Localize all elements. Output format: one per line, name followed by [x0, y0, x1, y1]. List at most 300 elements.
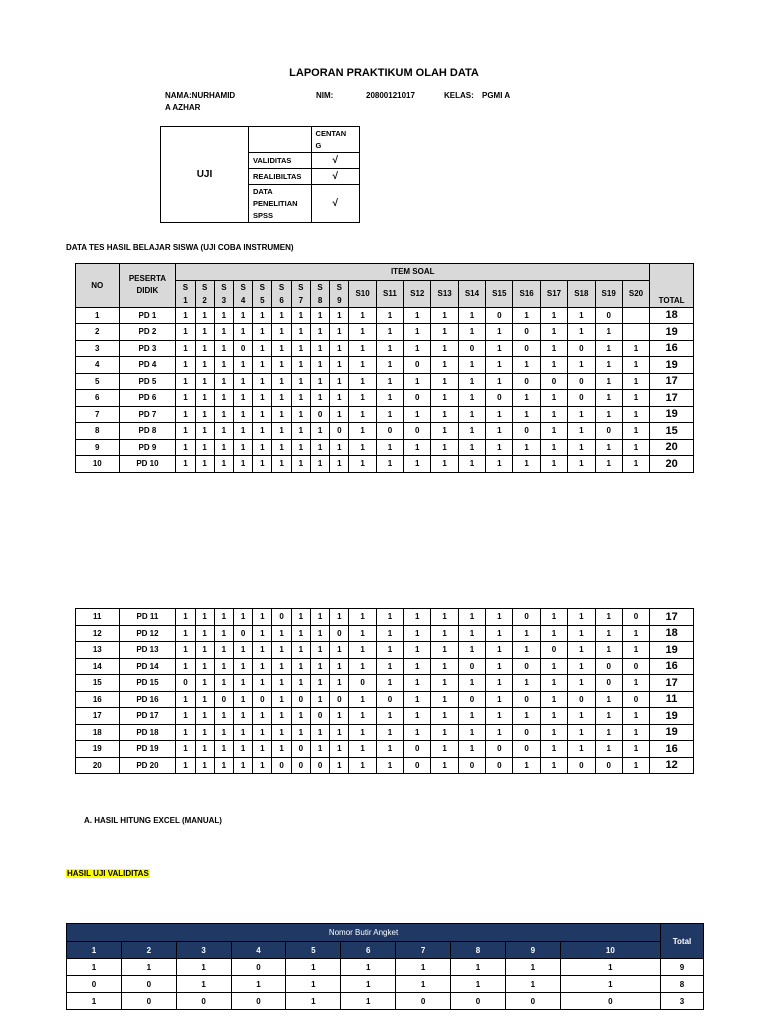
item-score: 1	[568, 642, 595, 659]
item-score: 1	[214, 390, 233, 407]
validity-score: 1	[341, 993, 396, 1010]
item-score: 1	[376, 456, 403, 473]
item-score: 1	[176, 625, 195, 642]
item-score: 1	[349, 439, 376, 456]
item-score: 1	[291, 708, 310, 725]
validity-row	[67, 976, 704, 993]
table-row	[76, 708, 694, 725]
table-row	[76, 324, 694, 341]
item-score: 1	[234, 609, 253, 626]
item-score: 1	[513, 390, 540, 407]
item-score: 1	[291, 324, 310, 341]
item-score: 1	[540, 340, 567, 357]
item-score: 1	[214, 724, 233, 741]
item-score: 1	[486, 406, 513, 423]
table-row	[76, 439, 694, 456]
item-score: 1	[404, 642, 431, 659]
row-total: 16	[650, 340, 694, 357]
row-total: 18	[650, 625, 694, 642]
item-score: 1	[330, 406, 349, 423]
item-score: 1	[349, 340, 376, 357]
table-row	[76, 423, 694, 440]
item-score: 1	[349, 642, 376, 659]
row-total: 19	[650, 724, 694, 741]
validity-total-header: Total	[661, 924, 704, 959]
item-score: 1	[234, 642, 253, 659]
item-header-s11: S11	[376, 280, 403, 307]
item-score: 1	[214, 406, 233, 423]
item-score: 1	[234, 675, 253, 692]
item-score: 1	[195, 708, 214, 725]
item-score: 1	[595, 390, 622, 407]
item-score: 1	[310, 390, 329, 407]
item-score: 1	[330, 708, 349, 725]
nim-value: 20800121017	[366, 91, 415, 100]
validity-score: 1	[176, 959, 231, 976]
item-score: 0	[513, 741, 540, 758]
item-score: 1	[349, 423, 376, 440]
item-score: 1	[431, 675, 458, 692]
item-score: 1	[214, 307, 233, 324]
row-peserta: PD 1	[119, 307, 176, 324]
item-score: 1	[513, 642, 540, 659]
item-score: 0	[513, 324, 540, 341]
item-header-s17: S17	[540, 280, 567, 307]
row-peserta: PD 12	[119, 625, 176, 642]
row-no: 20	[76, 757, 120, 774]
validity-col-header: 8	[451, 942, 506, 959]
item-score: 1	[540, 456, 567, 473]
item-score: 1	[253, 741, 272, 758]
item-score: 1	[291, 724, 310, 741]
item-score: 1	[214, 642, 233, 659]
item-score: 1	[595, 708, 622, 725]
row-no: 18	[76, 724, 120, 741]
item-score: 0	[568, 390, 595, 407]
item-score: 1	[176, 658, 195, 675]
item-score: 0	[595, 757, 622, 774]
item-score: 1	[486, 675, 513, 692]
item-score: 1	[404, 724, 431, 741]
item-score: 1	[234, 307, 253, 324]
item-score: 0	[513, 609, 540, 626]
data-table-part1	[75, 263, 694, 473]
item-score: 1	[176, 757, 195, 774]
item-score: 1	[330, 642, 349, 659]
item-score: 1	[234, 691, 253, 708]
table-row	[76, 675, 694, 692]
item-score: 1	[310, 691, 329, 708]
item-score: 1	[234, 423, 253, 440]
validity-score: 0	[560, 993, 660, 1010]
item-score: 1	[376, 724, 403, 741]
item-score: 0	[176, 675, 195, 692]
item-score: 1	[253, 658, 272, 675]
row-total: 19	[650, 324, 694, 341]
item-score: 1	[310, 439, 329, 456]
item-score: 0	[595, 307, 622, 324]
item-score: 1	[291, 307, 310, 324]
hasil-uji-validitas: HASIL UJI VALIDITAS	[67, 869, 149, 878]
item-score: 1	[595, 625, 622, 642]
item-score: 1	[272, 741, 291, 758]
item-score: 1	[291, 340, 310, 357]
item-score: 1	[176, 406, 195, 423]
item-header-s16: S16	[513, 280, 540, 307]
item-score: 1	[272, 406, 291, 423]
item-score: 1	[291, 439, 310, 456]
item-score: 1	[376, 625, 403, 642]
item-score: 1	[291, 675, 310, 692]
item-score: 1	[272, 324, 291, 341]
item-score: 1	[622, 357, 649, 374]
item-score: 1	[486, 439, 513, 456]
item-score: 0	[376, 423, 403, 440]
item-score: 1	[376, 373, 403, 390]
item-score: 1	[214, 357, 233, 374]
item-score: 0	[595, 423, 622, 440]
item-score: 1	[431, 373, 458, 390]
item-score: 1	[622, 390, 649, 407]
item-score: 0	[458, 658, 485, 675]
validity-score: 1	[505, 959, 560, 976]
row-peserta: PD 6	[119, 390, 176, 407]
table-row	[76, 357, 694, 374]
page-title: LAPORAN PRAKTIKUM OLAH DATA	[289, 67, 479, 79]
item-score: 0	[291, 691, 310, 708]
item-header-s18: S18	[568, 280, 595, 307]
item-score: 1	[486, 642, 513, 659]
validity-col-header: 1	[67, 942, 122, 959]
item-score: 1	[513, 625, 540, 642]
item-score: 1	[253, 724, 272, 741]
item-score: 1	[291, 609, 310, 626]
item-score: 1	[330, 609, 349, 626]
item-score: 1	[376, 390, 403, 407]
item-score: 1	[595, 357, 622, 374]
item-score: 1	[540, 708, 567, 725]
item-score: 1	[253, 390, 272, 407]
item-header-s8: S 8	[310, 280, 329, 307]
validity-score: 1	[176, 976, 231, 993]
item-score: 1	[431, 357, 458, 374]
validity-score: 1	[67, 993, 122, 1010]
item-score: 1	[349, 406, 376, 423]
row-total: 17	[650, 675, 694, 692]
item-score: 1	[595, 324, 622, 341]
item-score: 1	[404, 307, 431, 324]
item-score: 1	[431, 406, 458, 423]
item-score: 1	[176, 691, 195, 708]
item-header-s2: S 2	[195, 280, 214, 307]
item-score: 1	[234, 406, 253, 423]
item-score: 1	[513, 307, 540, 324]
item-score: 1	[458, 423, 485, 440]
item-score: 1	[622, 642, 649, 659]
item-score: 1	[195, 307, 214, 324]
item-score: 1	[253, 357, 272, 374]
item-score: 1	[176, 373, 195, 390]
row-peserta: PD 17	[119, 708, 176, 725]
item-score: 1	[622, 373, 649, 390]
item-score: 1	[431, 757, 458, 774]
item-score: 0	[404, 390, 431, 407]
row-no: 6	[76, 390, 120, 407]
item-header-s10: S10	[349, 280, 376, 307]
item-score: 1	[195, 741, 214, 758]
item-score: 1	[540, 324, 567, 341]
item-score: 1	[234, 439, 253, 456]
item-score: 1	[568, 324, 595, 341]
item-score: 1	[291, 642, 310, 659]
uji-row-name: DATA PENELITIAN SPSS	[248, 185, 311, 223]
item-score: 1	[431, 340, 458, 357]
item-score: 1	[176, 439, 195, 456]
row-peserta: PD 20	[119, 757, 176, 774]
item-score: 0	[330, 691, 349, 708]
item-score: 1	[431, 390, 458, 407]
item-score: 0	[513, 658, 540, 675]
row-total: 19	[650, 708, 694, 725]
row-no: 17	[76, 708, 120, 725]
item-score: 1	[376, 406, 403, 423]
row-total: 16	[650, 658, 694, 675]
item-score: 1	[622, 340, 649, 357]
item-score: 1	[349, 691, 376, 708]
table-row	[76, 724, 694, 741]
item-score: 1	[404, 373, 431, 390]
item-score: 1	[431, 609, 458, 626]
item-header-s4: S 4	[234, 280, 253, 307]
item-score: 1	[234, 324, 253, 341]
item-score: 1	[195, 625, 214, 642]
nama-line2: A AZHAR	[165, 103, 201, 112]
item-score: 1	[486, 658, 513, 675]
kelas-value: PGMI A	[482, 91, 511, 100]
item-score: 1	[568, 708, 595, 725]
item-score: 1	[214, 423, 233, 440]
item-score: 1	[291, 357, 310, 374]
item-score: 1	[349, 609, 376, 626]
item-score: 1	[376, 340, 403, 357]
row-total: 19	[650, 406, 694, 423]
item-score: 0	[513, 340, 540, 357]
item-score: 0	[595, 658, 622, 675]
item-score: 1	[568, 625, 595, 642]
item-score: 1	[458, 307, 485, 324]
item-score: 1	[253, 324, 272, 341]
item-score: 1	[431, 324, 458, 341]
item-score: 1	[195, 357, 214, 374]
item-score: 1	[214, 658, 233, 675]
row-total: 17	[650, 373, 694, 390]
item-score: 1	[291, 456, 310, 473]
validity-score: 0	[121, 993, 176, 1010]
item-score: 1	[330, 456, 349, 473]
table-row	[76, 373, 694, 390]
item-score: 1	[595, 741, 622, 758]
validity-score: 0	[451, 993, 506, 1010]
item-score: 1	[291, 423, 310, 440]
row-peserta: PD 8	[119, 423, 176, 440]
item-header-s12: S12	[404, 280, 431, 307]
item-score: 1	[272, 724, 291, 741]
row-peserta: PD 3	[119, 340, 176, 357]
item-score: 1	[376, 741, 403, 758]
item-score: 1	[568, 439, 595, 456]
item-score: 0	[272, 757, 291, 774]
item-score: 1	[458, 741, 485, 758]
table-row	[76, 456, 694, 473]
item-score: 1	[253, 423, 272, 440]
item-score: 1	[349, 357, 376, 374]
item-score: 1	[272, 658, 291, 675]
item-score: 1	[253, 642, 272, 659]
item-score: 0	[568, 373, 595, 390]
item-score: 1	[310, 724, 329, 741]
item-score: 1	[376, 324, 403, 341]
item-score: 1	[234, 757, 253, 774]
item-score: 1	[568, 675, 595, 692]
item-score: 1	[349, 658, 376, 675]
item-score: 1	[540, 658, 567, 675]
item-score: 1	[376, 642, 403, 659]
item-score	[622, 307, 649, 324]
item-score: 1	[486, 373, 513, 390]
item-score: 1	[272, 373, 291, 390]
item-score: 1	[540, 439, 567, 456]
validity-col-header: 4	[231, 942, 286, 959]
item-score: 1	[458, 609, 485, 626]
validity-score: 1	[505, 976, 560, 993]
item-score: 1	[234, 658, 253, 675]
item-score: 0	[486, 757, 513, 774]
validity-col-header: 2	[121, 942, 176, 959]
validity-total: 3	[661, 993, 704, 1010]
item-score: 1	[253, 609, 272, 626]
item-score: 1	[458, 724, 485, 741]
item-score: 1	[195, 691, 214, 708]
col-item-soal: ITEM SOAL	[176, 264, 650, 281]
item-score: 1	[595, 373, 622, 390]
item-score: 1	[253, 757, 272, 774]
item-header-s15: S15	[486, 280, 513, 307]
validity-score: 0	[176, 993, 231, 1010]
item-score: 1	[513, 406, 540, 423]
item-score: 1	[431, 307, 458, 324]
item-score: 1	[431, 456, 458, 473]
row-peserta: PD 16	[119, 691, 176, 708]
row-no: 7	[76, 406, 120, 423]
item-score: 1	[253, 708, 272, 725]
item-score: 1	[310, 642, 329, 659]
table-row	[76, 609, 694, 626]
validity-col-header: 6	[341, 942, 396, 959]
validity-score: 0	[67, 976, 122, 993]
item-score: 1	[486, 423, 513, 440]
item-score: 1	[310, 658, 329, 675]
item-header-s13: S13	[431, 280, 458, 307]
item-score: 1	[176, 357, 195, 374]
validity-score: 0	[231, 959, 286, 976]
item-score: 1	[404, 675, 431, 692]
validity-score: 1	[451, 959, 506, 976]
item-score: 1	[513, 439, 540, 456]
item-score: 1	[176, 307, 195, 324]
item-score: 1	[540, 724, 567, 741]
row-total: 20	[650, 439, 694, 456]
validity-col-header: 3	[176, 942, 231, 959]
item-score: 0	[622, 609, 649, 626]
row-no: 14	[76, 658, 120, 675]
validity-score: 1	[341, 976, 396, 993]
section-title: DATA TES HASIL BELAJAR SISWA (UJI COBA INSTRUMEN)	[66, 243, 294, 252]
item-score: 1	[458, 625, 485, 642]
item-score: 1	[330, 373, 349, 390]
item-score: 1	[272, 691, 291, 708]
item-score: 0	[458, 340, 485, 357]
item-score: 1	[195, 658, 214, 675]
item-score: 1	[253, 439, 272, 456]
item-score: 1	[486, 609, 513, 626]
item-score: 0	[540, 373, 567, 390]
table-row	[76, 642, 694, 659]
validity-score: 1	[286, 993, 341, 1010]
validity-score: 1	[231, 976, 286, 993]
item-score: 1	[310, 741, 329, 758]
item-score: 0	[513, 724, 540, 741]
item-header-s7: S 7	[291, 280, 310, 307]
validity-col-header: 5	[286, 942, 341, 959]
item-score: 0	[622, 691, 649, 708]
item-score: 1	[349, 373, 376, 390]
item-score: 1	[253, 307, 272, 324]
item-score: 1	[376, 658, 403, 675]
item-score: 1	[513, 757, 540, 774]
item-score: 1	[404, 406, 431, 423]
item-score: 1	[595, 642, 622, 659]
row-no: 8	[76, 423, 120, 440]
item-score: 1	[272, 456, 291, 473]
validity-score: 1	[560, 959, 660, 976]
row-peserta: PD 14	[119, 658, 176, 675]
item-score: 1	[195, 406, 214, 423]
item-score: 0	[291, 757, 310, 774]
item-score: 1	[595, 609, 622, 626]
item-header-s19: S19	[595, 280, 622, 307]
item-score: 1	[404, 625, 431, 642]
item-score: 1	[234, 456, 253, 473]
item-score: 1	[595, 691, 622, 708]
item-score: 1	[272, 307, 291, 324]
item-score: 1	[349, 390, 376, 407]
item-score: 1	[349, 324, 376, 341]
table-row	[76, 406, 694, 423]
item-score: 1	[291, 373, 310, 390]
row-peserta: PD 18	[119, 724, 176, 741]
validity-col-header: 9	[505, 942, 560, 959]
item-score: 1	[214, 456, 233, 473]
item-score: 1	[214, 340, 233, 357]
item-score: 1	[622, 741, 649, 758]
validity-total: 9	[661, 959, 704, 976]
item-score: 1	[176, 741, 195, 758]
item-score: 0	[513, 373, 540, 390]
item-score: 1	[486, 456, 513, 473]
item-score: 1	[349, 741, 376, 758]
item-score: 1	[431, 724, 458, 741]
validity-score: 1	[451, 976, 506, 993]
